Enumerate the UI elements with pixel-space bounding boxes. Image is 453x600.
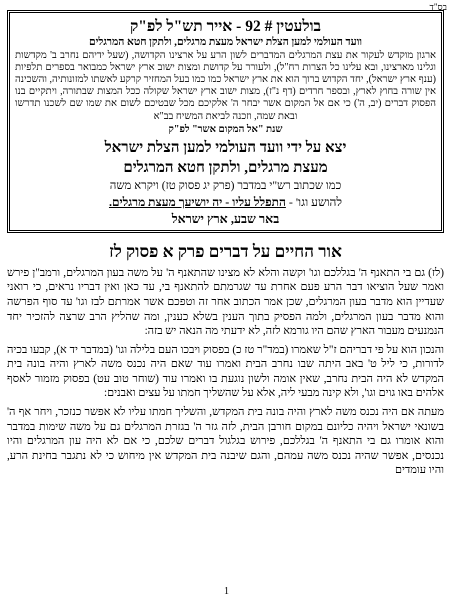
bulletin-paragraph: ארגון מוקדש לעקור את עצת המרגלים המדברים לשון הרע על ארצינו הקדושה, (שעל ידיהם נחרב ב' מקדשות וגלינו מארצינו, ובא עלינו כל הצרות רח"ל), ולעורר על קדושת ומצות ישוב ארץ ישראל כמבואר בספרים תלפיות (ענף ארץ ישראל), יחד הקדוש ברוך הוא את ארץ ישראל כמו כמו בעל המחזיר קרקע לאשתו למזונותיה, והשכינה אין שורה בחוץ לארץ, ובספר חרדים (דף נ"ז), מצות ישוב ארץ ישראל שקולה ככל המצות שבתורה, ויתקיים בנו הפסוק דברים (יב, ה') כי אם אל המקום אשר יבחר ה' אלקיכם מכל שבטיכם לשום את שמו שם לשכנו תדרשו ובאת שמה, וזכנה לביאת המשיח בב"א [15,49,436,122]
publisher-line-2: מעצת מרגלים, ולתקן חטא המרגלים [123,159,328,176]
publisher-line-1: יצא על ידי וועד העולמי למען הצלת ישראל [104,139,347,156]
commentary-text [7,266,444,478]
city-line: באר שבע, ארץ ישראל [171,211,280,226]
prayer-line-bold: התפלל עליו - יה יושיעך מעצת מרגלים. [108,194,286,209]
document-page [7,10,444,482]
prayer-line [15,194,436,211]
bulletin-subtitle: וועד העולמי למען הצלת ישראל מעצת מרגלים, ולתקן חטא המרגלים [88,37,363,48]
header-mark: בס"ד [429,2,447,12]
rashi-quote-line: כמו שכתוב רש"י במדבר (פרק יג פסוק טז) ויקרא משה [109,179,342,192]
section-heading: אור החיים על דברים פרק א פסוק לז [109,241,342,261]
paragraph-3: מעתה אם היה נכנס משה לארץ והיה בונה בית המקדש, והשליך חמתו עליו לא אפשר כנזכר, ויחר אף ה' בשונאי ישראל ויהיה כליונם במקום חורבן הבית, לזה גזר ה' בגזרת המרגלים גם על משה שימות במדבר והוא אומרו גם בי התאנף ה' בגללכם, פירוש בגלגול דברים שלכם, כי אם לא היה עון המרגלים והיו נכנסים, אפשר שהיה נכנס משה עמהם, והגם שיבנה בית המקדש אין מיחוש כי לא נתגבר בחינת הרע, והיו עומדים [7,406,444,477]
paragraph-2: והנכון הוא על פי דבריהם ז"ל שאמרו (במד"ר טז כ) בפסוק ויבכו העם בלילה וגו' (במדבר יד א), קבעו בכיה לדורות, כי ליל ט' באב היתה שבו נחרב הבית ואמרו עוד שאם היה נכנס משה לארץ והיה בונה בית המקדש לא היה הבית נחרב, שאין אומה ולשון נוגעת בו ואמרו עוד (שוחר טוב עט) בפסוק מזמור לאסף אלהים באו גוים וגו', ולא קינה מבעי ליה, אלא על שהשליך חמתו על עצים ואבנים: [7,343,444,400]
bulletin-title: בולעטין # 92 - אייר תש"ל לפ"ק [129,18,322,35]
prayer-line-prefix: להושע וגו' - [285,194,343,209]
bulletin-box [7,10,444,233]
page-number: 1 [224,586,229,597]
paragraph-1: (לז) גם בי התאנף ה' בגללכם וגו' וקשה והלא לא מצינו שהתאנף ה' על משה בעון המרגלים, ורמב"ן פירש ואמר שעל הוציאו דבר הרע פעם אחרת עד שגרמתם להתאנף בי, עד כאן ואין דבריו נראים, כי רואני שעדיין הוא מדבר בעון המרגלים, שכן אמר הכתוב אחר זה וטפכם אשר אמרתם לבז וגו' עד סוף הפרשה והוא מדבר בעון המרגלים, ולמה הפסיק בתוך הענין בשלא כענין, ומה שהליץ הרב שרצה להזכיר יחד הנמנעים מעבור הארץ שהם היו גורמא לזה, לא ידעתי מה הנאה יש בזה: [7,266,444,338]
bulletin-year-line: שנת "אל המקום אשר" לפ"ק [168,123,283,135]
